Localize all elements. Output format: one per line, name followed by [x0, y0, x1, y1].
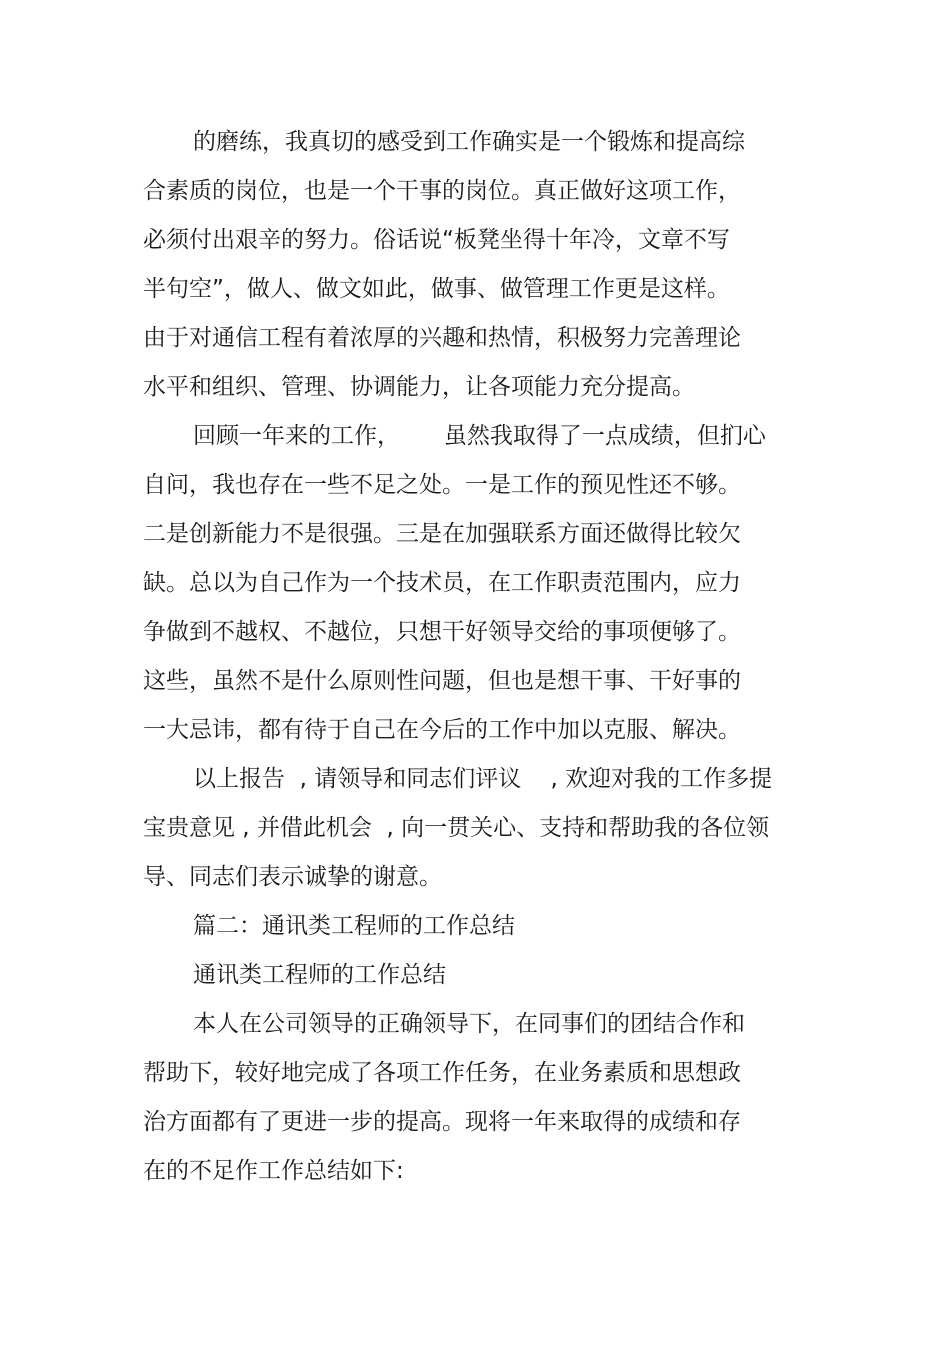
- text-line: 在的不足作工作总结如下:: [143, 1158, 404, 1184]
- text-line: 必须付出艰辛的努力。俗话说“板凳坐得十年冷，文章不写: [143, 227, 730, 253]
- text-line: 以上报告 , 请领导和同志们评议 , 欢迎对我的工作多提: [193, 766, 773, 792]
- text-line: 半句空”，做人、做文如此，做事、做管理工作更是这样。: [143, 276, 730, 302]
- section-heading: 篇二：通讯类工程师的工作总结: [193, 913, 515, 939]
- text-line: 导、同志们表示诚挚的谢意。: [143, 864, 442, 890]
- body-text: [143, 118, 803, 1196]
- text-line: 由于对通信工程有着浓厚的兴趣和热情，积极努力完善理论: [143, 325, 741, 351]
- text-line: 回顾一年来的工作， 虽然我取得了一点成绩，但扪心: [193, 423, 766, 449]
- text-line: 水平和组织、管理、协调能力，让各项能力充分提高。: [143, 374, 695, 400]
- article-title: 通讯类工程师的工作总结: [193, 962, 446, 988]
- text-line: 缺。总以为自己作为一个技术员，在工作职责范围内，应力: [143, 570, 741, 596]
- text-line: 一大忌讳，都有待于自己在今后的工作中加以克服、解决。: [143, 717, 741, 743]
- text-line: 本人在公司领导的正确领导下，在同事们的团结合作和: [193, 1011, 745, 1037]
- text-line: 争做到不越权、不越位，只想干好领导交给的事项便够了。: [143, 619, 741, 645]
- text-line: 宝贵意见 , 并借此机会 , 向一贯关心、支持和帮助我的各位领: [143, 815, 770, 841]
- text-line: 的磨练，我真切的感受到工作确实是一个锻炼和提高综: [193, 129, 745, 155]
- text-line: 二是创新能力不是很强。三是在加强联系方面还做得比较欠: [143, 521, 741, 547]
- text-line: 治方面都有了更进一步的提高。现将一年来取得的成绩和存: [143, 1109, 741, 1135]
- text-line: 帮助下，较好地完成了各项工作任务，在业务素质和思想政: [143, 1060, 741, 1086]
- text-line: 合素质的岗位，也是一个干事的岗位。真正做好这项工作，: [143, 178, 741, 204]
- text-line: 这些，虽然不是什么原则性问题，但也是想干事、干好事的: [143, 668, 741, 694]
- text-line: 自问，我也存在一些不足之处。一是工作的预见性还不够。: [143, 472, 741, 498]
